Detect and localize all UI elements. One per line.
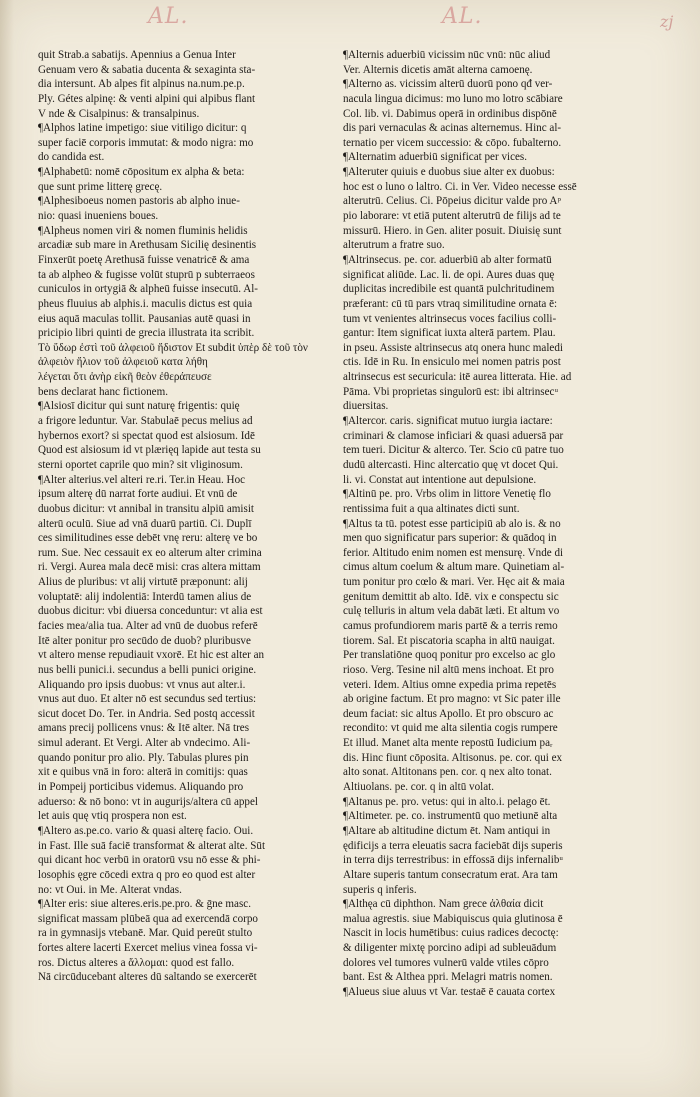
text-line: Altare superis tantum consecratum erat. Ara tam bbox=[343, 868, 558, 881]
text-line: ros. Dictus alteres a ἄλλομαι: quod est fallo. bbox=[38, 956, 235, 969]
text-line: ctis. Idē in Ru. In ensiculo mei nomen patris post bbox=[343, 356, 561, 369]
text-line: fortes altere lacerti Exercet melius vinea fossa vi- bbox=[38, 942, 258, 955]
text-line: Nascit in locis humētibus: cuius radices decoctę: bbox=[343, 927, 559, 940]
text-line: rum. Sue. Nec cessauit ex eo alterum alter crimina bbox=[38, 546, 262, 559]
text-line: alterutrum a fratre suo. bbox=[343, 239, 445, 252]
text-line: xit e quibus vnā in foro: alterā in comitijs: quas bbox=[38, 766, 248, 779]
text-line: dudū altercasti. Hinc altercatio quę vt docet Qui. bbox=[343, 458, 559, 471]
text-line: deum faciat: sic altus Apollo. Et pro obscuro ac bbox=[343, 707, 554, 720]
text-line: Aliquando pro ipsis duobus: vt vnus aut alter.i. bbox=[38, 678, 246, 691]
text-line: gantur: Item significat iuxta alterā partem. Plau. bbox=[343, 327, 556, 340]
text-line: Quod est alsiosum id vt plærięq lapide aut testa su bbox=[38, 444, 261, 457]
text-line: duobus dicitur: vbi diuersa conceduntur: vt alia est bbox=[38, 605, 263, 618]
text-line: ¶Alterno as. vicissim alterū duorū pono qđ ver- bbox=[343, 78, 553, 91]
text-line: ¶Alteruter quiuis e duobus siue alter ex duobus: bbox=[343, 166, 555, 179]
text-line: altrinsecus est securicula: itē aurea litterata. Hie. ad bbox=[343, 371, 572, 384]
text-line: nus belli punici.i. secundus a belli punici origine. bbox=[38, 663, 257, 676]
text-line: quit Strab.a sabatijs. Apennius a Genua Inter bbox=[38, 49, 236, 61]
text-line: let auis quę vtiq prospera non est. bbox=[38, 810, 187, 823]
text-line: tem tueri. Dicitur & alterco. Ter. Scio cū patre tuo bbox=[343, 444, 564, 457]
text-line: quando ponitur pro alio. Ply. Tabulas plures pin bbox=[38, 751, 249, 764]
text-line: hoc est o luno o laltro. Ci. in Ver. Video necesse essē bbox=[343, 180, 577, 193]
text-line: losophis ęgre cōcedi extra q pro eo quod est alter bbox=[38, 868, 256, 881]
text-line: ἀλφειὸν ἥλιον τοῦ ἀλφειοῦ κατα λήθη bbox=[38, 356, 208, 369]
text-line: ¶Alter alterius.vel alteri re.ri. Ter.in Heau. Hoc bbox=[38, 473, 246, 486]
text-line: culę telluris in altum vela dabāt læti. Et altum vo bbox=[343, 605, 560, 618]
text-line: veteri. Idem. Altius omne expedia prima repetēs bbox=[343, 678, 557, 691]
text-line: ipsum alterę dū narrat forte audiui. Et vnū de bbox=[38, 488, 238, 501]
text-line: Altiuolans. pe. cor. q in altū volat. bbox=[343, 781, 494, 794]
text-line: tum ponitur pro cœlo & mari. Ver. Hęc ait & maia bbox=[343, 576, 565, 589]
text-line: aduerso: & nō bono: vt in augurijs/altera cū appel bbox=[38, 795, 258, 808]
text-line: alto sonat. Altitonans pen. cor. q nex alto tonat. bbox=[343, 766, 552, 779]
text-line: qui dicant hoc verbū in oratorū vsu nō esse & phi- bbox=[38, 854, 261, 867]
text-line: ¶Altare ab altitudine dictum ēt. Nam antiqui in bbox=[343, 824, 551, 837]
text-line: ¶Alphabetū: nomē cōpositum ex alpha & beta: bbox=[38, 166, 245, 179]
text-line: vnus aut duo. Et alter nō est secundus sed tertius: bbox=[38, 693, 257, 706]
text-line: bant. Est & Althea ppri. Melagri matris nomen. bbox=[343, 971, 553, 984]
text-line: voluptatē: alij indolentiā: Interdū tamen alius de bbox=[38, 590, 252, 603]
text-line: diuersitas. bbox=[343, 400, 389, 413]
text-line: ¶Alsiosī dicitur qui sunt naturę frigentis: quię bbox=[38, 400, 240, 413]
text-line: præferant: cū tū pars vtraq similitudine ornata ē: bbox=[343, 297, 558, 310]
text-line: ¶Alphesiboeus nomen pastoris ab alpho inue- bbox=[38, 195, 240, 208]
text-line: recondito: vt quid me alta silentia cogis rumpere bbox=[343, 722, 558, 735]
text-line: dis pari vernaculas & acinas alternemus. Hinc al- bbox=[343, 122, 562, 135]
text-line: que sunt prime litterę grecę. bbox=[38, 180, 163, 193]
text-line: Alius de pluribus: vt alij virtutē præponunt: alij bbox=[38, 576, 248, 589]
text-line: ¶Altimeter. pe. co. instrumentū quo metiunē alta bbox=[343, 810, 558, 823]
text-line: Finxerūt poetę Arethusā fuisse venatricē & ama bbox=[38, 253, 250, 266]
text-line: ¶Altanus pe. pro. vetus: qui in alto.i. pelago ēt. bbox=[343, 795, 551, 808]
text-line: rioso. Verg. Tesine nil altū mens inchoat. Et pro bbox=[343, 663, 554, 676]
text-line: Ver. Alternis dicetis amāt alterna camoenę. bbox=[343, 63, 533, 76]
text-line: duobus dicitur: vt annibal in transitu alpiū amisit bbox=[38, 502, 254, 515]
text-line: ¶Altrinsecus. pe. cor. aduerbiū ab alter formatū bbox=[343, 253, 552, 266]
text-line: tiorem. Sal. Et piscatoria scapha in altū nauigat. bbox=[343, 634, 555, 647]
text-line: ¶Altercor. caris. significat mutuo iurgia iactare: bbox=[343, 415, 553, 428]
text-line: Itē alter ponitur pro secūdo de duob? pluribusve bbox=[38, 634, 251, 647]
text-line: cuniculos in ortygiā & alpheū fuisse insecutū. Al- bbox=[38, 283, 258, 296]
text-line: Et illud. Manet alta mente repostū Iudicium paᵣ bbox=[343, 737, 553, 750]
text-line: ¶Alter eris: siue alteres.eris.pe.pro. & ḡne masc. bbox=[38, 898, 251, 911]
text-line: duplicitas incredibile est quantā pulchritudinem bbox=[343, 283, 555, 296]
text-line: no: vt Oui. in Me. Alterat vndas. bbox=[38, 883, 182, 896]
text-line: simul aderant. Et Vergi. Alter ab vndecimo. Ali- bbox=[38, 737, 251, 750]
text-line: hybernos exort? si spectat quod est alsiosum. Idē bbox=[38, 429, 255, 442]
text-line: nacula lingua dicimus: mo luno mo lotro scābiare bbox=[343, 92, 563, 105]
text-line: rentissima fuit a qua altinates dicti sunt. bbox=[343, 502, 520, 515]
text-line: pio laborare: vt etiā putent alterutrū de filijs ad te bbox=[343, 210, 561, 223]
text-line: nio: quasi inueniens boues. bbox=[38, 210, 159, 223]
text-line: camus profundiorem maris partē & a terris remo bbox=[343, 619, 558, 632]
text-line: in Fast. Ille suā faciē transformat & alterat alte. Sūt bbox=[38, 839, 266, 852]
text-line: bens declarat hanc fictionem. bbox=[38, 385, 168, 398]
text-line: alterutrū. Celius. Ci. Pōpeius dicitur valde pro Aᵖ bbox=[343, 195, 561, 208]
text-column-left bbox=[38, 48, 328, 985]
text-line: in Pompeij porticibus videmus. Aliquando pro bbox=[38, 781, 244, 794]
text-line: vt altero mense repudiauit vxorē. Et hic est alter an bbox=[38, 649, 265, 662]
text-line: ab origine factum. Et pro magno: vt Sic pater ille bbox=[343, 693, 561, 706]
text-line: li. vi. Constat aut intentione aut depulsione. bbox=[343, 473, 537, 486]
text-line: super faciē corporis immutat: & modo nigra: mo bbox=[38, 136, 254, 149]
text-line: λέγεται ὅτι ἀνὴρ εἰκῆ θεὸν ἐθεράπευσε bbox=[38, 371, 212, 384]
text-line: Genuam vero & sabatia ducenta & sexaginta sta- bbox=[38, 63, 256, 76]
text-line: ¶Alternatim aduerbiū significat per vices. bbox=[343, 151, 528, 164]
text-line: Per translatiōne quoq ponitur pro excelso ac glo bbox=[343, 649, 556, 662]
text-line: ternatio per vicem successio: & cōpo. fubalterno. bbox=[343, 136, 562, 149]
text-line: cimus altum coelum & altum mare. Quinetiam al- bbox=[343, 561, 565, 574]
text-line: a frigore leduntur. Var. Stabulaē pecus melius ad bbox=[38, 415, 253, 428]
text-line: ta ab alpheo & fugisse volūt stuprū p subterraeos bbox=[38, 268, 255, 281]
text-line: dia intersunt. Ab alpes fit alpinus na.num.pe.p. bbox=[38, 78, 245, 91]
text-line: ra in gymnasijs vtebanē. Mar. Quid pereūt stulto bbox=[38, 927, 253, 940]
text-line: ces similitudines esse debēt vnę reru: alterę ve bo bbox=[38, 532, 258, 545]
text-line: & diligenter mixtę porcino adipi ad subleuādum bbox=[343, 942, 557, 955]
text-line: in terra dijs terrestribus: in effossā dijs infernalibᵘ bbox=[343, 854, 564, 867]
text-line: facies mea/alia tua. Alter ad vnū de duobus referē bbox=[38, 619, 258, 632]
text-line: tum vt venientes altrinsecus voces facilius colli- bbox=[343, 312, 557, 325]
text-line: missurū. Hiero. in Gen. aliter posuit. Diuisię sunt bbox=[343, 224, 562, 237]
text-line: Τὸ ὕδωρ ἐστὶ τοῦ ἀλφειοῦ ἥδιστον Et subdit ὑπὲρ δὲ τοῦ τὸν bbox=[38, 341, 308, 354]
text-line: Nā circūducebant alteres dū saltando se exercerēt bbox=[38, 971, 257, 984]
text-line: sicut docet Do. Ter. in Andria. Sed postq accessit bbox=[38, 707, 255, 720]
text-column-right bbox=[343, 48, 633, 1000]
text-line: ¶Althęa cū diphthon. Nam grece ἀλθαία dicit bbox=[343, 898, 544, 911]
text-line: sterni oportet caprile quo min? sit vliginosum. bbox=[38, 458, 243, 471]
text-line: ¶Altus ta tū. potest esse participiū ab alo is. & no bbox=[343, 517, 561, 530]
text-line: malua agrestis. siue Mabiquiscus quia glutinosa ē bbox=[343, 912, 563, 925]
text-line: ¶Alternis aduerbiū vicissim nūc vnū: nūc aliud bbox=[343, 49, 551, 61]
folio-number: zj bbox=[660, 12, 674, 31]
running-head-left: AL. bbox=[148, 4, 189, 29]
text-line: V nde & Cisalpinus: & transalpinus. bbox=[38, 107, 200, 120]
text-line: men quo significatur pars superior: & quādoq in bbox=[343, 532, 557, 545]
text-line: ędificijs a terra eleuatis sacra faciebāt dijs superis bbox=[343, 839, 563, 852]
text-line: ¶Alphos latine impetigo: siue vitiligo dicitur: q bbox=[38, 122, 247, 135]
text-line: ferior. Altitudo enim nomen est mensurę. Vnde di bbox=[343, 546, 564, 559]
text-line: significat massam plūbeā qua ad exercendā corpo bbox=[38, 912, 258, 925]
text-line: Pāma. Vbi proprietas singulorū est: ibi altrinsecᵘ bbox=[343, 385, 559, 398]
text-line: ¶Alpheus nomen viri & nomen fluminis helidis bbox=[38, 224, 248, 237]
text-line: Ply. Gétes alpinę: & venti alpini qui alpibus flant bbox=[38, 92, 256, 105]
text-line: dolores vel tumores vulnerū valde vtiles cōpro bbox=[343, 956, 549, 969]
text-line: criminari & clamose inficiari & quasi aduersā par bbox=[343, 429, 564, 442]
text-line: eius aquā maculas tollit. Pausanias autē quasi in bbox=[38, 312, 251, 325]
text-line: amans precij pollicens vnus: & Itē alter. Nā tres bbox=[38, 722, 250, 735]
text-line: ¶Altinū pe. pro. Vrbs olim in littore Venetię flo bbox=[343, 488, 551, 501]
text-line: Col. lib. vi. Dabimus operā in ordinibus dispōnē bbox=[343, 107, 557, 120]
text-line: significat aliūde. Lac. li. de opi. Aures duas quę bbox=[343, 268, 555, 281]
running-head-right: AL. bbox=[442, 4, 483, 29]
text-line: in pseu. Assiste altrinsecus atq onera hunc maledi bbox=[343, 341, 563, 354]
text-line: superis q inferis. bbox=[343, 883, 417, 896]
text-line: alterū oculū. Siue ad vnā duarū partiū. Ci. Duplī bbox=[38, 517, 252, 530]
text-line: pheus fluuius ab alphis.i. maculis dictus est quia bbox=[38, 297, 253, 310]
text-line: genitum demittit ab alto. Idē. vix e conspectu sic bbox=[343, 590, 559, 603]
text-line: ¶Altero as.pe.co. vario & quasi alterę facio. Oui. bbox=[38, 824, 254, 837]
text-line: arcadiæ sub mare in Arethusam Sicilię desinentis bbox=[38, 239, 257, 252]
text-line: ri. Vergi. Aurea mala decē misi: cras altera mittam bbox=[38, 561, 261, 574]
text-line: dis. Hinc fiunt cōposita. Altisonus. pe. cor. qui ex bbox=[343, 751, 563, 764]
text-line: ¶Alueus siue aluus vt Var. testaē ē cauata cortex bbox=[343, 986, 556, 998]
text-line: pricipio libri quinti de grecia illustrata ita scribit. bbox=[38, 327, 255, 340]
text-line: do candida est. bbox=[38, 151, 105, 164]
